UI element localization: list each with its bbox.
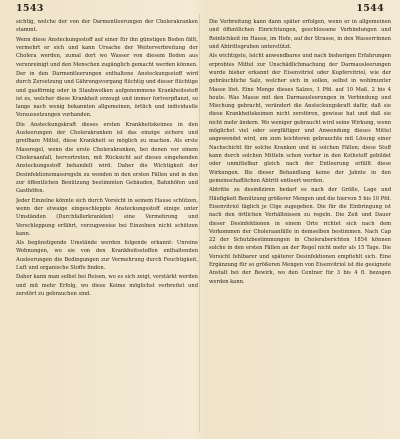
paragraph: Jeder Einzelne könnte sich durch Vorsicht in seinem Hause schützen, wenn der etwaige eingeschleppte Ansteckungsstoff einige unter Umständen (Durchfallerkrankten) eine Vermehrung und Verschleppung erfährt, vorzugsweise bei Einzelnen nicht schützen kann. [16, 197, 198, 237]
paragraph: Die Ansteckungskraft dieses ersten Krankheitskeimes in den Ausleerungen der Cholerakranken ist das einzige sichere und greifbare Mittel, diese Krankheit so möglich zu machen. Als erste Massregel, wenn die erste Cholerakranken, bei denen vor einem Choleraanfall, hervortreten, mit Rücksicht auf dieses eingehenden Ansteckungsstoff behandelt wird. Daher die Wichtigkeit der Desinfektionsmassregeln zu wenden in den ersten Fällen und in den zur öffentlichen Benützung bestimmten Gebäuden, Bahnhöfen und Gasthöfen. [16, 121, 198, 195]
paragraph: Die Verbreitung kann dann später erfolgen, wenn er in allgemeinen und öffentlichen Einrichtungen, geschlossene Verbindungen und Reinlichkeit im Hause, im Hofe, auf der Strasse, in den Wasserrinnen und Abtrittsgruben unterstützt. [209, 19, 391, 50]
paragraph: sichtig, welche der von der Darmentleerungen der Cholerakranken stammt. [16, 19, 198, 34]
paragraph: Der in den Darmentleerungen enthaltene Ansteckungsstoff wird durch Zersetzung und Gährungsvorgang flüchtig und dieser flüchtige und gasförmig oder in Staubwolken aufgenommene Krankheitsstoff ist es, welcher diese Krankheit erzeugt und immer fortverpflanzt, so lange nach wenig bekannten allgemeinen, örtlich und individuelle Voraussetzungen vorhanden. [16, 70, 198, 119]
paragraph: Als wichtigste, leicht anwendbares und nach bisherigen Erfahrungen erprobtes Mittel zur Unschädlichmachung der Darmausleerungen wurde bisher erkannt der Eisenvitriol oder Kupfervitriol, wie der gebräuchliche Salz, welcher sich in sollen, selbst in wohlmunter Masse löst. Eine Menge dieses Salzes, 1 Pfd. auf 10 Maß, 2 bis 4 heute. Was Masse mit den Darmausleerungen in Verbindung und Mischung gebracht, verändert die Ansteckungskraft dafür, daß sie diese Krankheitskeimen nicht zerstören, gewisse hat und daß sie nicht mehr ändern. Wo weniger gebraucht wird seine Wirkung, wenn möglichst viel oder sorgfältiger und Anwendung dieses Mittel angewendet wird, um zum leichteren gebrauchte mit Lösung einer Nachschicht für solche Kranken und in solchen Fällen; diese Stoff kann durch solchen Mitteln schon vorher in den Kothstoff gebildet oder unmittelbar gleich nach der Entleerung erfüllt diese Wirkungen. Bis dieser Behandlung keine der Jahnte in den gemeinschaftlichen Abtritt entleert werden. [209, 53, 391, 184]
paragraph: Daher kann man selbst bei Reisen, wo es sich zeigt, verstärkt werden und mit mehr Erfolg, wo diese Keime möglichst verbreitet und zerstört zu gebrauchen sind. [16, 274, 198, 297]
paragraph: Wenn diese Ansteckungsstoff auf einer für ihn günstigen Boden fällt, vermehrt er sich und kann Ursache der Weiterverbreitung der Cholera werden, zumal dort wo Wasser von diesem Boden aus verunreinigt und den Menschen zugänglich gemacht werden können. [16, 36, 198, 68]
paragraph: Als begünstigende Umstände werden folgende erkannt: Unreine Wohnungen, wo sie von den Krankheitsstoffen enthaltenden Ausleerungen die Bedingungen zur Vermehrung durch Feuchtigkeit, Luft und organische Stoffe finden. [16, 240, 198, 272]
column-divider [199, 14, 200, 432]
page-number-left: 1543 [16, 3, 44, 14]
right-column [209, 18, 391, 430]
left-column [16, 18, 198, 430]
page-number-right: 1544 [356, 3, 384, 14]
paragraph: Abtritte zu desinfiziren bedarf es nach der Größe, Lage und Häufigkeit Benützung größerer Mengen und die hiervon 5 bis 10 Pfd. Eisenvitriol täglich je Ctge zugegeben. Die für die Einbringung ist nach den örtlichen Verhältnissen zu regeln. Die Zeit und Dauer dieser Desinfektionen in einem Orte richtet sich nach dem Vorkommen der Choleraanfälle in demselben bestimmen. Nach Cap 22 der Schutzbestimmungen in Choleraberichten 1854 können solche in den ersten Fällen an der Regel nicht mehr als 15 Tage. Die Vorsicht fehlbarer und späterer Desinfektionen empfiehlt sich. Eine Ergänzung für so größeren Mengen von Eisenvitriol ist die geeignete Anstalt bei der Bewirk, wo den Centner für 3 bis 4 fl. bezogen werden kann. [209, 187, 391, 285]
